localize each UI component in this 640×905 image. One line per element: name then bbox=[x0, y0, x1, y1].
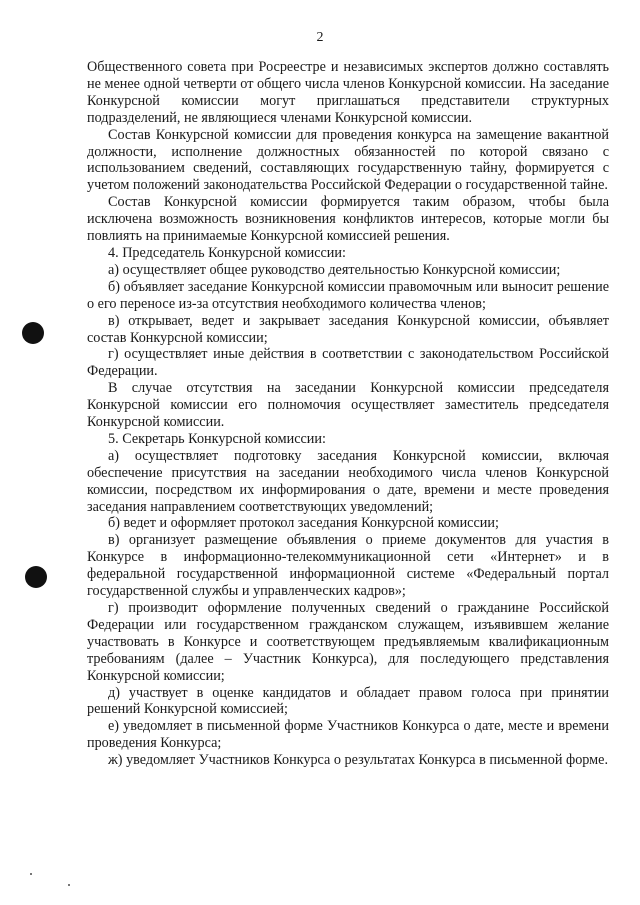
page-number: 2 bbox=[316, 30, 324, 45]
punch-hole bbox=[22, 322, 44, 344]
list-item: в) организует размещение объявления о приеме документов для участия в Конкурсе в информационно-телекоммуникационной сети «Интернет» и в федеральной государственной информационной системе «Федеральный портал государственной службы и управленческих кадров»; bbox=[87, 532, 609, 600]
document-body bbox=[87, 59, 609, 769]
paragraph-secret-composition: Состав Конкурсной комиссии для проведения конкурса на замещение вакантной должности, исполнение должностных обязанностей по которой связано с использованием сведений, составляющих государственную тайну, формируется с учетом положений законодательства Российской Федерации о государственной тайне. bbox=[87, 126, 609, 194]
scan-speck bbox=[68, 884, 70, 886]
list-item: а) осуществляет общее руководство деятельностью Конкурсной комиссии; bbox=[108, 261, 561, 278]
list-item: ж) уведомляет Участников Конкурса о результатах Конкурса в письменной форме. bbox=[108, 752, 608, 769]
list-item: г) производит оформление полученных сведений о гражданине Российской Федерации или государственном гражданском служащем, изъявившем желание участвовать в Конкурсе и соответствующем предъявляемым квалификационным требованиям (далее – Участник Конкурса), для последующего представления Конкурсной комиссии; bbox=[87, 600, 609, 684]
list-item: г) осуществляет иные действия в соответствии с законодательством Российской Федерации. bbox=[87, 346, 609, 380]
list-item: в) открывает, ведет и закрывает заседания Конкурсной комиссии, объявляет состав Конкурсной комиссии; bbox=[87, 312, 609, 346]
list-item: б) ведет и оформляет протокол заседания Конкурсной комиссии; bbox=[108, 515, 499, 532]
list-item: б) объявляет заседание Конкурсной комиссии правомочным или выносит решение о его переносе из-за отсутствия необходимого количества членов; bbox=[87, 278, 609, 312]
list-item: е) уведомляет в письменной форме Участников Конкурса о дате, месте и времени проведения Конкурса; bbox=[87, 718, 609, 752]
scan-speck bbox=[30, 873, 32, 875]
section-heading-chairman: 4. Председатель Конкурсной комиссии: bbox=[108, 244, 346, 261]
paragraph-conflict-of-interest: Состав Конкурсной комиссии формируется таким образом, чтобы была исключена возможность возникновения конфликтов интересов, которые могли бы повлиять на принимаемые Конкурсной комиссией решения. bbox=[87, 194, 609, 245]
list-item: а) осуществляет подготовку заседания Конкурсной комиссии, включая обеспечение присутствия на заседании необходимого числа членов Конкурсной комиссии, посредством их информирования о дате, времени и месте проведения заседания направлением соответствующих уведомлений; bbox=[87, 447, 609, 515]
section-heading-secretary: 5. Секретарь Конкурсной комиссии: bbox=[108, 430, 326, 447]
paragraph-continuation: Общественного совета при Росреестре и независимых экспертов должно составлять не менее одной четверти от общего числа членов Конкурсной комиссии. На заседание Конкурсной комиссии могут приглашаться представители структурных подразделений, не являющиеся членами Конкурсной комиссии. bbox=[87, 59, 609, 126]
list-item: д) участвует в оценке кандидатов и обладает правом голоса при принятии решений Конкурсной комиссией; bbox=[87, 684, 609, 718]
paragraph-deputy: В случае отсутствия на заседании Конкурсной комиссии председателя Конкурсной комиссии его полномочия осуществляет заместитель председателя Конкурсной комиссии. bbox=[87, 380, 609, 431]
punch-hole bbox=[25, 566, 47, 588]
